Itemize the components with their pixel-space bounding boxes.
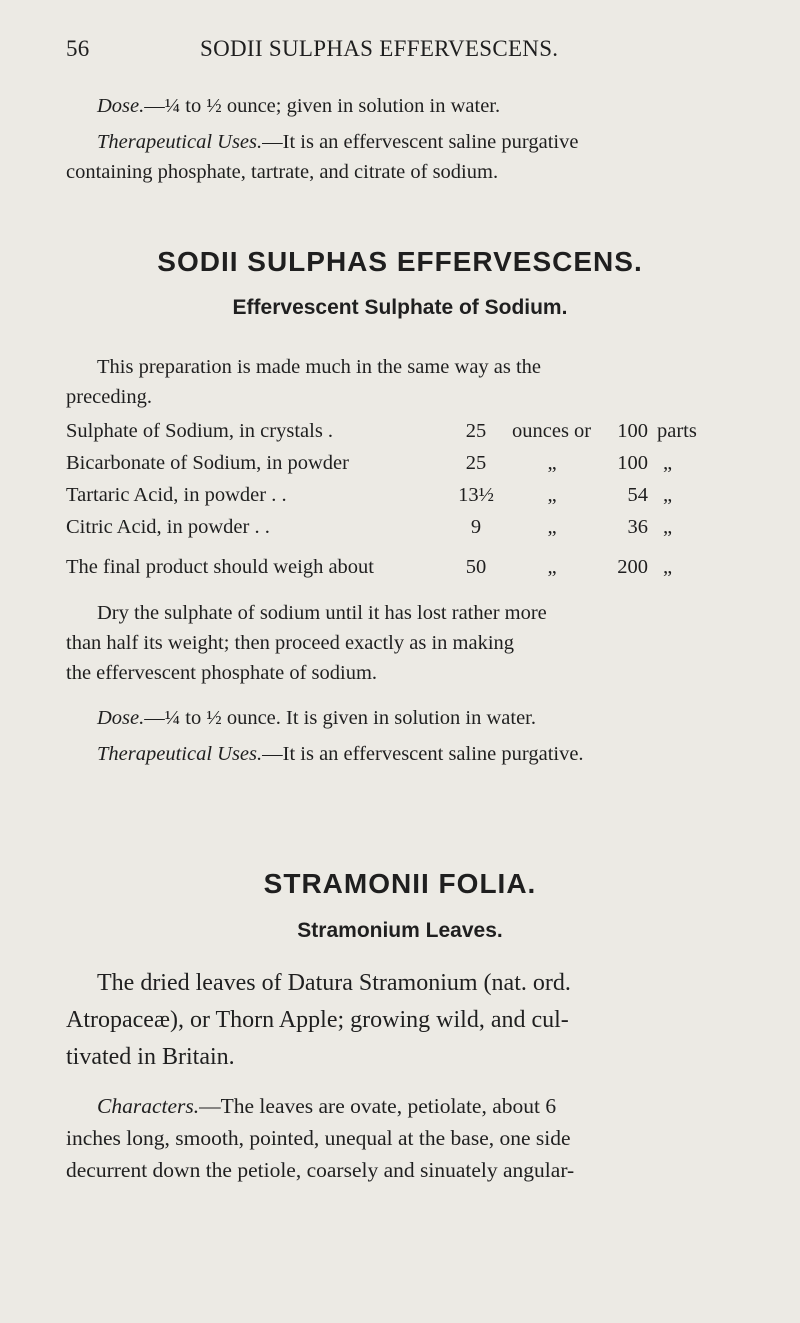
ingredient-unit: „ xyxy=(547,516,557,538)
ingredient-parts-unit: „ xyxy=(663,484,673,506)
prev-dose-line xyxy=(97,90,500,122)
ingredient-name: Tartaric Acid, in powder . . xyxy=(66,484,287,506)
description-line-2: Atropaceæ), or Thorn Apple; growing wild, and cul- xyxy=(66,1007,569,1033)
ingredient-name: Citric Acid, in powder . . xyxy=(66,516,270,538)
ingredient-name: The final product should weigh about xyxy=(66,556,375,578)
ingredient-unit: ounces or xyxy=(512,420,592,442)
ingredient-name: Sulphate of Sodium, in crystals . xyxy=(66,420,334,442)
ingredient-row-final xyxy=(66,556,766,586)
ingredient-parts: 36 xyxy=(627,516,648,538)
method-line-3: the effervescent phosphate of sodium. xyxy=(66,662,378,684)
sulphas-uses-line xyxy=(97,738,584,770)
ingredient-quantity: 9 xyxy=(470,516,482,538)
ingredient-parts-unit: „ xyxy=(663,556,673,578)
characters-label: Characters. xyxy=(97,1094,200,1118)
ingredient-parts: 100 xyxy=(617,452,648,474)
section-title-stramonii: STRAMONII FOLIA. xyxy=(263,868,537,899)
ingredient-quantity: 50 xyxy=(465,556,487,578)
ingredient-unit: „ xyxy=(547,556,557,578)
running-title: SODII SULPHAS EFFERVESCENS. xyxy=(200,36,559,61)
ingredient-row xyxy=(66,484,766,514)
ingredient-parts-unit: „ xyxy=(663,452,673,474)
ingredient-parts: 54 xyxy=(627,484,648,506)
ingredient-name: Bicarbonate of Sodium, in powder xyxy=(66,452,349,474)
ingredient-quantity: 25 xyxy=(465,452,487,474)
ingredient-parts: 100 xyxy=(617,420,648,442)
characters-line-2: inches long, smooth, pointed, unequal at the base, one side xyxy=(66,1126,571,1150)
method-line-2: than half its weight; then proceed exactly as in making xyxy=(66,632,515,654)
sulphas-dose-line xyxy=(97,702,536,734)
characters-line-1 xyxy=(97,1090,556,1122)
ingredient-row xyxy=(66,516,766,546)
uses-label: Therapeutical Uses. xyxy=(97,131,263,153)
prev-uses-line xyxy=(97,126,578,158)
uses-text: —It is an effervescent saline purgative xyxy=(262,131,579,153)
description-line-3: tivated in Britain. xyxy=(66,1044,235,1070)
characters-text: —The leaves are ovate, petiolate, about 6 xyxy=(199,1094,557,1118)
ingredient-unit: „ xyxy=(547,484,557,506)
characters-line-3: decurrent down the petiole, coarsely and sinuately angular- xyxy=(66,1158,575,1182)
ingredient-quantity: 13½ xyxy=(458,484,494,506)
section-subtitle-stramonii: Stramonium Leaves. xyxy=(297,919,503,942)
ingredient-parts-unit: „ xyxy=(663,516,673,538)
section-subtitle-sulphas: Effervescent Sulphate of Sodium. xyxy=(232,296,568,319)
section-title-sulphas: SODII SULPHAS EFFERVESCENS. xyxy=(157,246,643,277)
ingredient-parts-unit: parts xyxy=(657,420,697,442)
intro-line-2: preceding. xyxy=(66,386,152,408)
dose-label: Dose. xyxy=(97,707,145,729)
uses-label: Therapeutical Uses. xyxy=(97,743,263,765)
uses-text: —It is an effervescent saline purgative. xyxy=(262,743,584,765)
ingredient-quantity: 25 xyxy=(465,420,487,442)
ingredient-parts: 200 xyxy=(617,556,648,578)
ingredient-row xyxy=(66,420,766,450)
dose-text: —¼ to ½ ounce; given in solution in water. xyxy=(144,95,501,117)
method-line-1: Dry the sulphate of sodium until it has lost rather more xyxy=(97,602,547,624)
dose-label: Dose. xyxy=(97,95,145,117)
prev-uses-line-2: containing phosphate, tartrate, and citrate of sodium. xyxy=(66,161,499,183)
page-number: 56 xyxy=(66,36,90,61)
intro-line-1: This preparation is made much in the same way as the xyxy=(97,356,542,378)
dose-text: —¼ to ½ ounce. It is given in solution in water. xyxy=(144,707,536,729)
ingredient-row xyxy=(66,452,766,482)
description-line-1: The dried leaves of Datura Stramonium (nat. ord. xyxy=(97,970,571,996)
ingredient-unit: „ xyxy=(547,452,557,474)
